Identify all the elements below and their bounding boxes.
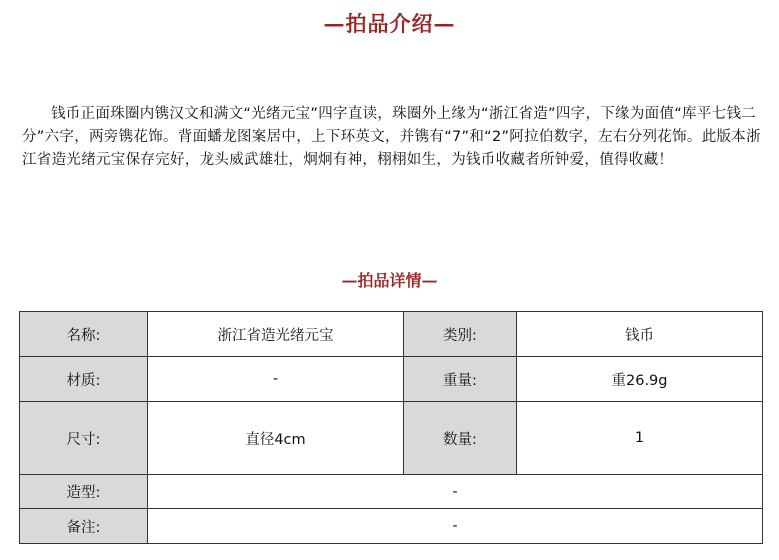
label-weight: 重量: bbox=[404, 357, 517, 402]
details-table bbox=[19, 311, 763, 544]
intro-paragraph: 钱币正面珠圈内镌汉文和满文“光绪元宝”四字直读，珠圈外上缘为“浙江省造”四字，下缘为面值“库平七钱二分”六字，两旁镌花饰。背面蟠龙图案居中，上下环英文，并镌有“7”和“2”阿拉伯数字，左右分列花饰。此版本浙江省造光绪元宝保存完好，龙头威武雄壮，炯炯有神，栩栩如生，为钱币收藏者所钟爱，值得收藏！ bbox=[22, 106, 761, 168]
value-shape: - bbox=[148, 475, 763, 509]
label-material: 材质: bbox=[20, 357, 148, 402]
table-row bbox=[20, 312, 763, 357]
label-name: 名称: bbox=[20, 312, 148, 357]
label-size: 尺寸: bbox=[20, 402, 148, 475]
page-title: —拍品介绍— bbox=[323, 11, 456, 36]
label-shape: 造型: bbox=[20, 475, 148, 509]
table-row bbox=[20, 475, 763, 509]
label-remarks: 备注: bbox=[20, 509, 148, 544]
value-remarks: - bbox=[148, 509, 763, 544]
table-row bbox=[20, 509, 763, 544]
table-row bbox=[20, 402, 763, 475]
value-material: - bbox=[148, 357, 404, 402]
value-size: 直径4cm bbox=[148, 402, 404, 475]
table-row bbox=[20, 357, 763, 402]
value-weight: 重26.9g bbox=[517, 357, 763, 402]
value-category: 钱币 bbox=[517, 312, 763, 357]
label-quantity: 数量: bbox=[404, 402, 517, 475]
value-name: 浙江省造光绪元宝 bbox=[148, 312, 404, 357]
label-category: 类别: bbox=[404, 312, 517, 357]
details-title: —拍品详情— bbox=[341, 271, 438, 290]
value-quantity: 1 bbox=[517, 402, 763, 475]
